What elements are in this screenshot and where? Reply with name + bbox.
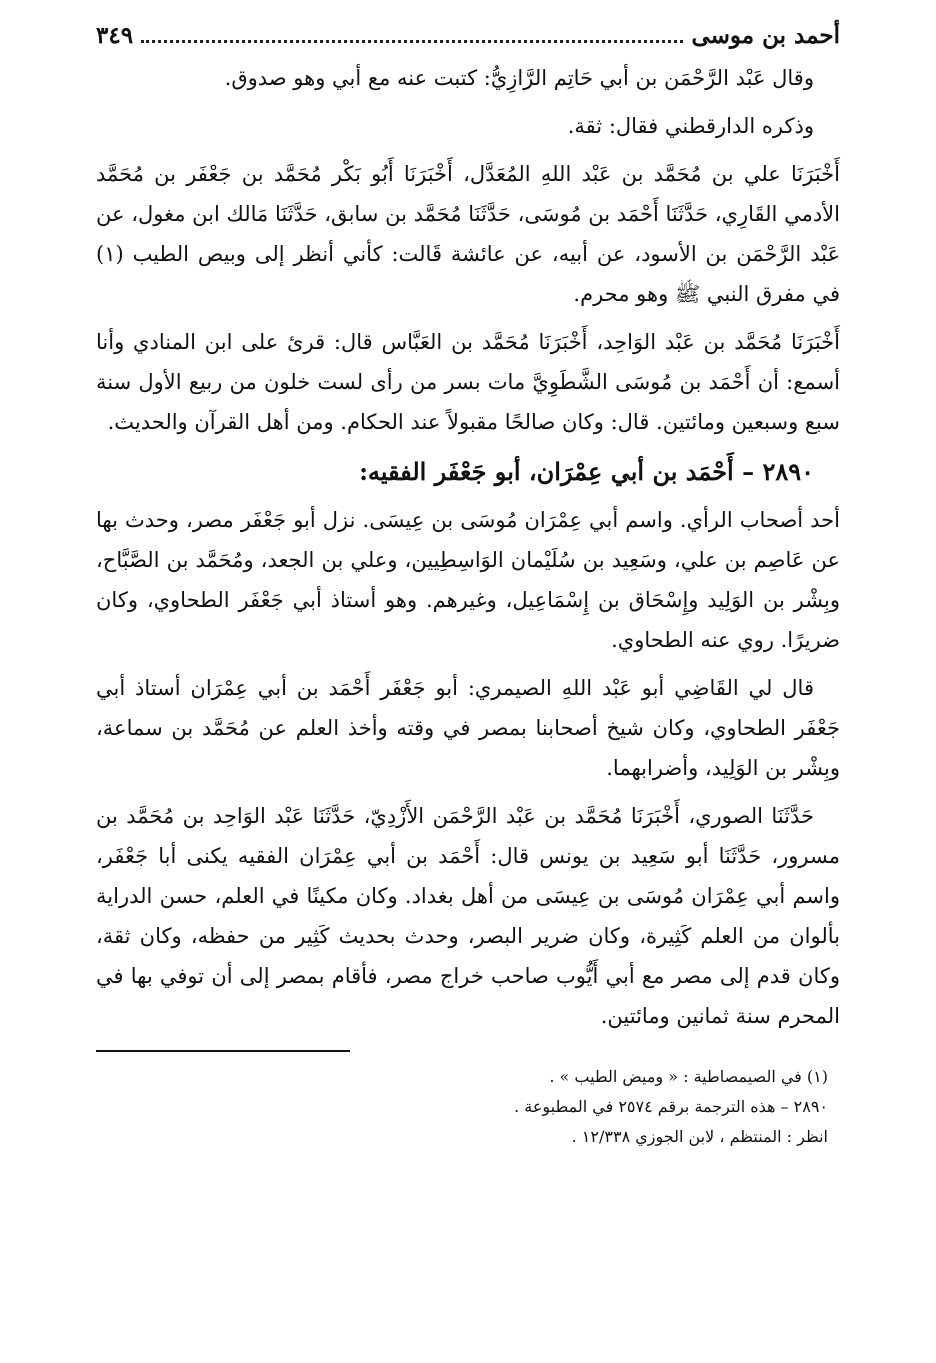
footnote: ٢٨٩٠ – هذه الترجمة برقم ٢٥٧٤ في المطبوعة .: [514, 1097, 828, 1116]
body-paragraph: أَخْبَرَنَا مُحَمَّد بن عَبْد الوَاحِد، أَخْبَرَنَا مُحَمَّد بن العَبَّاس قال: قرئ على ابن المنادي وأنا أسمع: أن أَحْمَد بن مُوسَى الشَّطَوِيَّ مات بسر من رأى لست خلون من ربيع الأول سنة سبع وسبعين ومائتين. قال: وكان صالحًا مقبولاً عند الحكام. ومن أهل القرآن والحديث.: [96, 330, 840, 434]
body-paragraph: وقال عَبْد الرَّحْمَن بن أبي حَاتِم الرَّازِيُّ: كتبت عنه مع أبي وهو صدوق.: [224, 66, 814, 90]
entry-paragraph: أحد أصحاب الرأي. واسم أبي عِمْرَان مُوسَى بن عِيسَى. نزل أبو جَعْفَر مصر، وحدث بها عن عَاصِم بن علي، وسَعِيد بن سُلَيْمان الوَاسِطِيين، وعلي بن الجعد، ومُحَمَّد بن الصَّبَّاح، وبِشْر بن الوَلِيد وإِسْحَاق بن إِسْمَاعِيل، وغيرهم. وهو أستاذ أبي جَعْفَر الطحاوي، وكان ضريرًا. روي عنه الطحاوي.: [96, 508, 840, 652]
running-title: أحمد بن موسى: [691, 22, 840, 49]
book-page: [96, 22, 840, 1152]
header-dot-leader: [141, 40, 683, 43]
footnote: (١) في الصيمصاطية : « وميض الطيب » .: [549, 1067, 828, 1086]
entry-paragraph: قال لي القَاضِي أبو عَبْد اللهِ الصيمري: أبو جَعْفَر أَحْمَد بن أبي عِمْرَان أستاذ أبي جَعْفَر الطحاوي، وكان شيخ أصحابنا بمصر في وقته وأخذ العلم عن مُحَمَّد بن سماعة، وبِشْر بن الوَلِيد، وأضرابهما.: [96, 676, 840, 780]
page-number: ٣٤٩: [96, 22, 134, 49]
entry-paragraph: حَدَّثَنَا الصوري، أَخْبَرَنَا مُحَمَّد بن عَبْد الرَّحْمَن الأَزْدِيّ، حَدَّثَنَا عَبْد الوَاحِد بن مُحَمَّد بن مسرور، حَدَّثَنَا أبو سَعِيد بن يونس قال: أَحْمَد بن أبي عِمْرَان الفقيه يكنى أبا جَعْفَر، واسم أبي عِمْرَان مُوسَى بن عِيسَى من أهل بغداد. وكان مكينًا في العلم، حسن الدراية بألوان من العلم كَثِيرة، وكان ضرير البصر، وحدث بحديث كَثِير من حفظه، وكان ثقة، وكان قدم إلى مصر مع أبي أَيُّوب صاحب خراج مصر، فأقام بمصر إلى أن توفي بها في المحرم سنة ثمانين ومائتين.: [96, 804, 840, 1028]
body-paragraph: وذكره الدارقطني فقال: ثقة.: [567, 114, 814, 138]
footnote: انظر : المنتظم ، لابن الجوزي ١٢/٣٣٨ .: [571, 1127, 828, 1146]
footnote-separator: [96, 1050, 350, 1052]
body-paragraph: أَخْبَرَنَا علي بن مُحَمَّد بن عَبْد اللهِ المُعَدَّل، أَخْبَرَنَا أَبُو بَكْر مُحَمَّد بن جَعْفَر بن مُحَمَّد الأدمي القَارِي، حَدَّثَنَا أَحْمَد بن مُوسَى، حَدَّثَنَا مُحَمَّد بن سابق، حَدَّثَنَا مَالك ابن مغول، عن عَبْد الرَّحْمَن بن الأسود، عن أبيه، عن عائشة قَالت: كأني أنظر إلى وبيص الطيب (١) في مفرق النبي ﷺ وهو محرم.: [96, 162, 840, 306]
running-header: [96, 22, 840, 58]
entry-heading: ٢٨٩٠ – أَحْمَد بن أبي عِمْرَان، أبو جَعْفَر الفقيه:: [359, 457, 814, 486]
footnotes: [96, 1062, 828, 1152]
